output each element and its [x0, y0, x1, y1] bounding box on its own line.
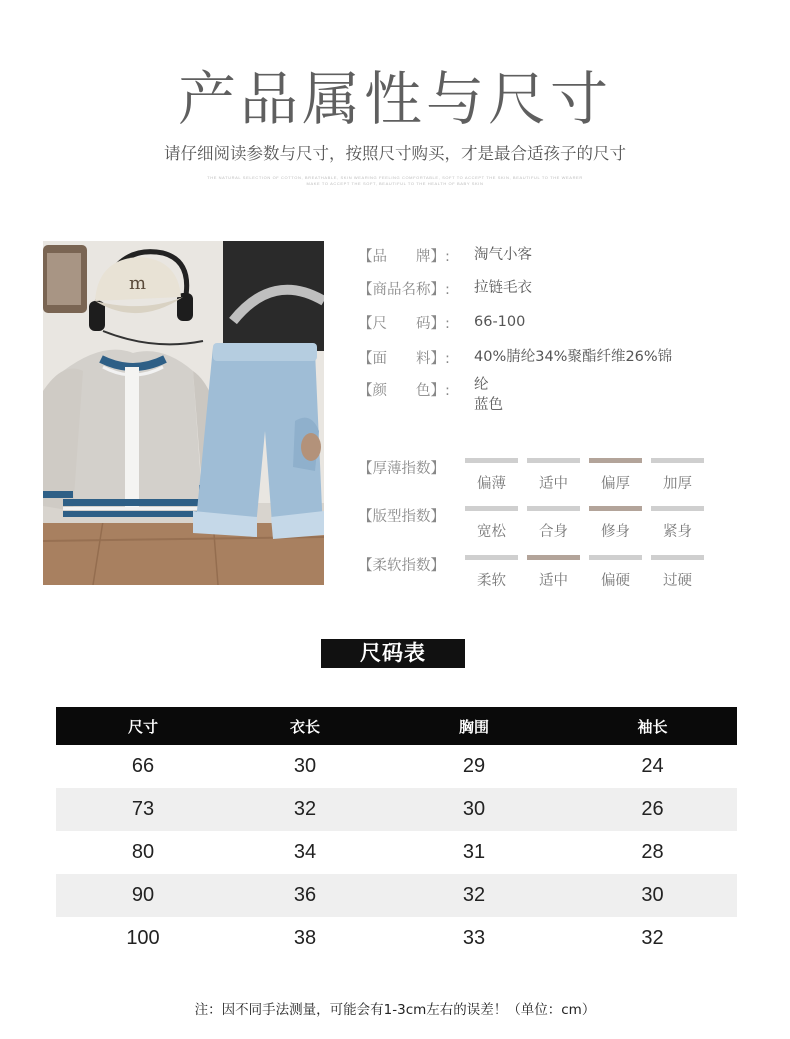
table-cell: 32	[641, 927, 664, 949]
index-option: 偏薄	[477, 476, 506, 492]
index-scale-softness	[465, 555, 705, 595]
index-option: 加厚	[663, 476, 692, 492]
column-header-length: 衣长	[230, 707, 380, 745]
index-bar	[651, 458, 704, 463]
attribute-brand	[358, 245, 532, 266]
table-cell: 30	[380, 788, 568, 831]
index-bar	[589, 458, 642, 463]
column-header-chest: 胸围	[380, 707, 568, 745]
attribute-value: 40%腈纶34%聚酯纤维26%锦	[474, 349, 673, 365]
column-header-size: 尺寸	[56, 707, 230, 745]
index-bar	[651, 506, 704, 511]
index-label-softness: 【柔软指数】	[358, 558, 445, 574]
index-label-fit: 【版型指数】	[358, 509, 445, 525]
table-cell: 30	[293, 755, 317, 777]
product-illustration	[43, 241, 324, 585]
table-cell: 36	[230, 874, 380, 917]
index-bar	[465, 506, 518, 511]
page-subtitle: 请仔细阅读参数与尺寸，按照尺寸购买，才是最合适孩子的尺寸	[164, 144, 626, 163]
table-row	[56, 831, 737, 874]
table-header-row	[56, 707, 737, 745]
index-bar	[651, 555, 704, 560]
table-cell: 80	[131, 841, 155, 863]
attribute-product-name	[358, 278, 532, 299]
table-cell: 66	[131, 755, 155, 777]
product-photo	[43, 241, 324, 585]
table-cell: 34	[293, 841, 317, 863]
table-cell: 32	[380, 874, 568, 917]
index-bar	[465, 555, 518, 560]
index-option: 柔软	[477, 573, 506, 589]
column-header-sleeve: 袖长	[568, 707, 737, 745]
index-bar	[465, 458, 518, 463]
table-cell: 100	[126, 927, 160, 949]
attribute-label: 【商品名称】:	[358, 282, 450, 298]
index-option: 适中	[539, 573, 568, 589]
attribute-label: 【尺 码】:	[358, 316, 450, 332]
table-cell: 73	[56, 788, 230, 831]
table-cell: 90	[56, 874, 230, 917]
index-bar	[589, 506, 642, 511]
index-option: 偏硬	[601, 573, 630, 589]
index-option: 过硬	[663, 573, 692, 589]
table-cell: 30	[568, 874, 737, 917]
table-row	[56, 874, 737, 917]
measurement-note: 注：因不同手法测量，可能会有1-3cm左右的误差！（单位：cm）	[194, 1002, 596, 1018]
fine-print-line-1: THE NATURAL SELECTION OF COTTON, BREATHABLE, SKIN WEARING FEELING COMFORTABLE, SOFT TO ACCEPT THE SKIN, BEAUTIFUL TO THE WEARER	[207, 175, 583, 180]
index-bar	[589, 555, 642, 560]
attribute-value: 淘气小客	[474, 247, 532, 263]
table-cell: 38	[293, 927, 317, 949]
index-label-thickness: 【厚薄指数】	[358, 461, 445, 477]
table-cell: 32	[230, 788, 380, 831]
attribute-label: 【颜 色】:	[358, 383, 450, 399]
table-cell: 31	[462, 841, 486, 863]
fine-print-line-2: MAKE TO ACCEPT THE SOFT, BEAUTIFUL TO THE HEALTH OF BABY SKIN	[306, 181, 484, 186]
attribute-fabric	[358, 347, 673, 368]
attribute-color	[358, 375, 503, 413]
table-cell: 24	[641, 755, 664, 777]
table-row	[56, 745, 737, 788]
index-bar	[527, 506, 580, 511]
index-bar	[527, 458, 580, 463]
size-chart-title: 尺码表	[321, 639, 465, 668]
table-cell: 26	[568, 788, 737, 831]
index-option: 修身	[601, 524, 630, 540]
cap-letter: m	[129, 273, 147, 294]
index-bar	[527, 555, 580, 560]
attribute-value: 拉链毛衣	[474, 280, 532, 296]
attribute-value: 66-100	[474, 314, 526, 330]
attribute-label: 【品 牌】:	[358, 249, 450, 265]
table-cell: 29	[462, 755, 486, 777]
index-scale-thickness	[465, 458, 705, 498]
index-scale-fit	[465, 506, 705, 546]
table-cell: 33	[462, 927, 486, 949]
attribute-label: 【面 料】:	[358, 351, 450, 367]
table-row	[56, 917, 737, 960]
index-option: 合身	[539, 524, 568, 540]
attribute-size	[358, 312, 526, 333]
table-cell: 28	[641, 841, 664, 863]
page-title: 产品属性与尺寸	[177, 65, 612, 133]
table-row	[56, 788, 737, 831]
size-table	[56, 707, 737, 960]
index-option: 偏厚	[601, 476, 630, 492]
index-option: 适中	[539, 476, 568, 492]
index-option: 宽松	[477, 524, 506, 540]
attribute-value: 纶 蓝色	[474, 377, 503, 413]
index-option: 紧身	[663, 524, 692, 540]
